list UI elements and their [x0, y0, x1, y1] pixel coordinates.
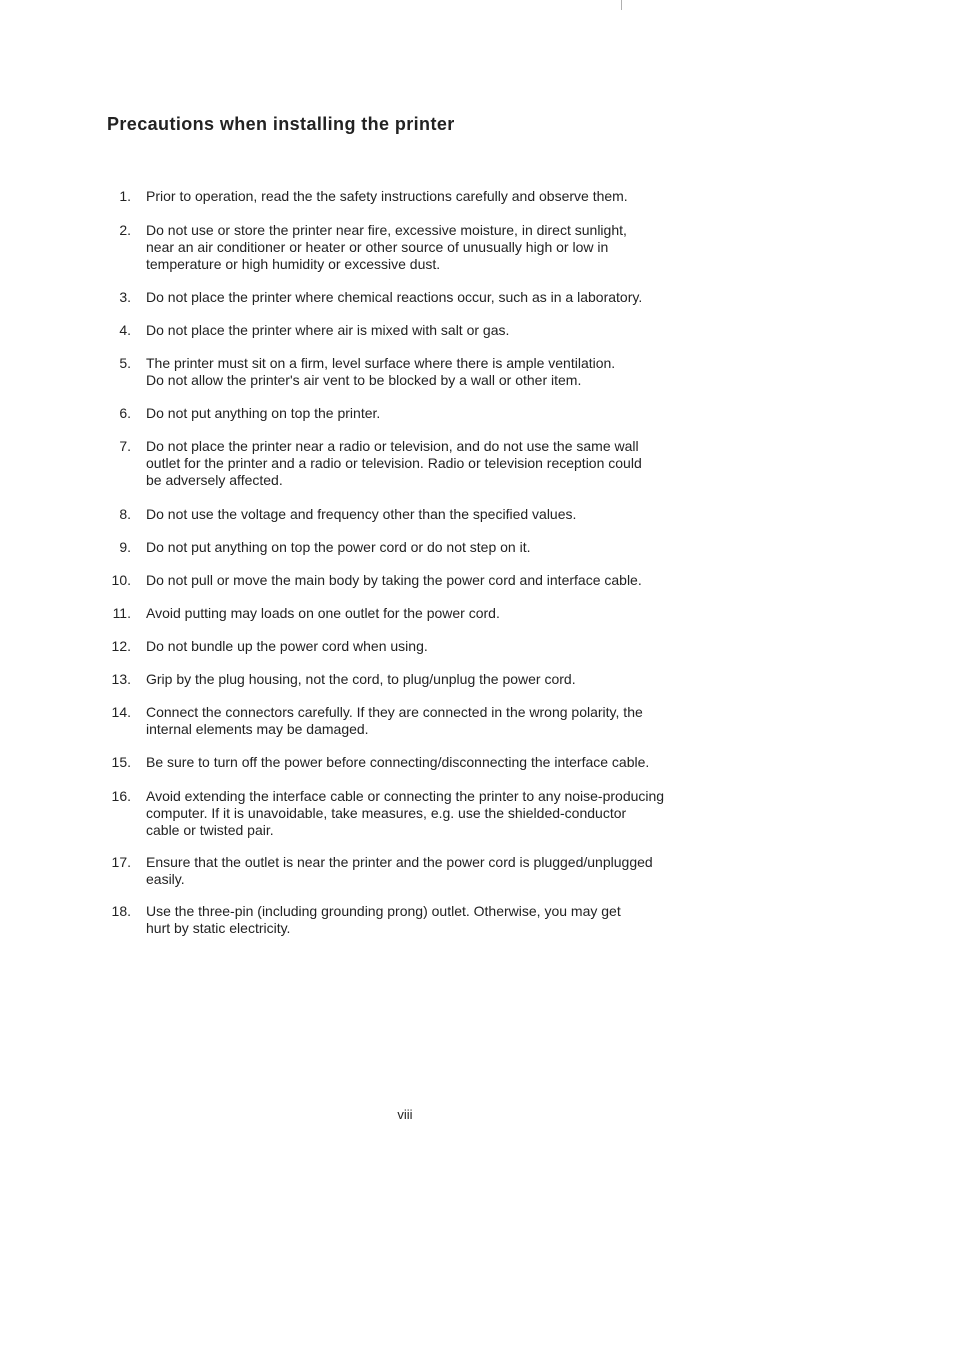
- item-number: 18.: [111, 903, 131, 919]
- item-line: temperature or high humidity or excessive dust.: [146, 256, 441, 272]
- item-number: 15.: [111, 754, 131, 770]
- page-number: viii: [397, 1107, 413, 1122]
- item-line: computer. If it is unavoidable, take measures, e.g. use the shielded-conductor: [146, 805, 627, 821]
- item-number: 4.: [119, 322, 131, 338]
- item-text: [146, 188, 711, 205]
- item-text: [146, 638, 711, 655]
- item-text: [146, 671, 711, 688]
- item-number: 8.: [119, 506, 131, 522]
- item-number: 11.: [112, 605, 131, 621]
- item-text: [146, 222, 711, 273]
- item-text: [146, 854, 711, 888]
- item-number: 13.: [111, 671, 131, 687]
- item-text: [146, 355, 711, 389]
- item-text: [146, 438, 711, 489]
- item-number: 7.: [119, 438, 131, 454]
- item-text: [146, 754, 711, 771]
- item-number: 3.: [119, 289, 131, 305]
- item-number: 2.: [119, 222, 131, 238]
- item-line: Do not place the printer near a radio or television, and do not use the same wall: [146, 438, 639, 454]
- item-text: [146, 704, 711, 738]
- item-text: [146, 605, 711, 622]
- item-number: 16.: [111, 788, 131, 804]
- item-number: 5.: [119, 355, 131, 371]
- item-line: Do not place the printer where air is mixed with salt or gas.: [146, 322, 510, 338]
- item-line: Connect the connectors carefully. If they are connected in the wrong polarity, the: [146, 704, 643, 720]
- item-line: Avoid putting may loads on one outlet for the power cord.: [146, 605, 500, 621]
- item-line: Do not allow the printer's air vent to be blocked by a wall or other item.: [146, 372, 582, 388]
- item-line: hurt by static electricity.: [146, 920, 291, 936]
- item-line: Do not put anything on top the power cord or do not step on it.: [146, 539, 531, 555]
- item-text: [146, 322, 711, 339]
- item-line: Avoid extending the interface cable or connecting the printer to any noise-producing: [146, 788, 665, 804]
- item-text: [146, 788, 711, 839]
- item-text: [146, 289, 711, 306]
- item-line: Do not put anything on top the printer.: [146, 405, 381, 421]
- item-line: Prior to operation, read the the safety instructions carefully and observe them.: [146, 188, 628, 204]
- scan-mark: [621, 0, 622, 10]
- item-line: Do not pull or move the main body by taking the power cord and interface cable.: [146, 572, 642, 588]
- item-number: 1.: [119, 188, 131, 204]
- item-line: outlet for the printer and a radio or television. Radio or television reception could: [146, 455, 642, 471]
- item-line: be adversely affected.: [146, 472, 283, 488]
- item-line: Do not bundle up the power cord when using.: [146, 638, 428, 654]
- item-number: 14.: [111, 704, 131, 720]
- item-line: easily.: [146, 871, 185, 887]
- item-number: 9.: [119, 539, 131, 555]
- item-line: Do not use the voltage and frequency other than the specified values.: [146, 506, 577, 522]
- item-line: The printer must sit on a firm, level surface where there is ample ventilation.: [146, 355, 616, 371]
- item-text: [146, 903, 711, 937]
- item-text: [146, 572, 711, 589]
- item-line: Ensure that the outlet is near the printer and the power cord is plugged/unplugged: [146, 854, 653, 870]
- item-line: Use the three-pin (including grounding prong) outlet. Otherwise, you may get: [146, 903, 621, 919]
- item-line: internal elements may be damaged.: [146, 721, 369, 737]
- item-text: [146, 506, 711, 523]
- item-line: Grip by the plug housing, not the cord, to plug/unplug the power cord.: [146, 671, 576, 687]
- item-line: Do not use or store the printer near fire, excessive moisture, in direct sunlight,: [146, 222, 627, 238]
- item-line: Be sure to turn off the power before connecting/disconnecting the interface cable.: [146, 754, 650, 770]
- item-line: near an air conditioner or heater or other source of unusually high or low in: [146, 239, 609, 255]
- page-title: Precautions when installing the printer: [107, 114, 455, 134]
- item-number: 17.: [111, 854, 131, 870]
- item-number: 12.: [111, 638, 131, 654]
- item-text: [146, 405, 711, 422]
- item-text: [146, 539, 711, 556]
- item-line: cable or twisted pair.: [146, 822, 274, 838]
- item-number: 10.: [111, 572, 131, 588]
- item-number: 6.: [119, 405, 131, 421]
- item-line: Do not place the printer where chemical reactions occur, such as in a laboratory.: [146, 289, 643, 305]
